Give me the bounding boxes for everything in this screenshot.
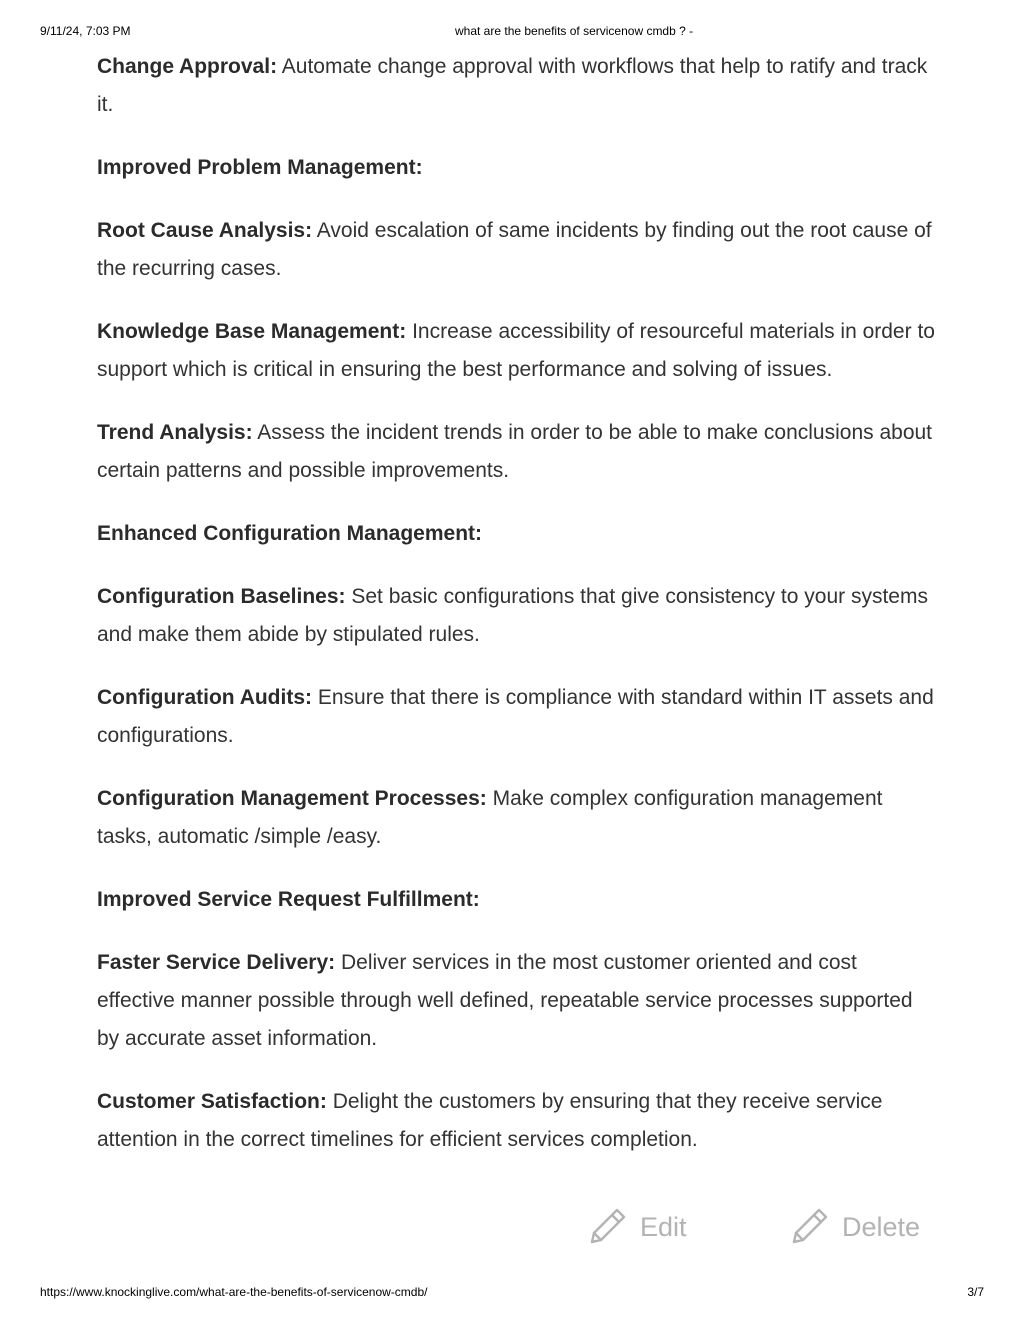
paragraph-term: Configuration Audits: [97,686,313,709]
paragraph-text: Assess the incident trends in order to be able to make conclusions about certain patterns and possible improvements. [97,421,933,482]
article-paragraph [97,780,937,856]
edit-button[interactable] [584,1202,687,1252]
article-paragraph [97,679,937,755]
article-paragraph [97,48,937,124]
paragraph-term: Knowledge Base Management: [97,320,407,343]
pencil-icon [786,1204,832,1250]
paragraph-term: Configuration Management Processes: [97,787,487,810]
article-actions [0,1202,1024,1258]
section-heading: Improved Problem Management: [97,156,423,179]
paragraph-term: Change Approval: [97,55,278,78]
paragraph-text: Make complex configuration management tasks, automatic /simple /easy. [97,787,883,848]
article-content [97,48,937,1176]
paragraph-term: Root Cause Analysis: [97,219,313,242]
paragraph-text: Automate change approval with workflows that help to ratify and track it. [97,55,928,116]
article-paragraph [97,578,937,654]
paragraph-term: Faster Service Delivery: [97,951,336,974]
section-heading: Improved Service Request Fulfillment: [97,888,480,911]
article-paragraph [97,414,937,490]
print-page-title: what are the benefits of servicenow cmdb ? - [455,24,694,38]
paragraph-text: Set basic configurations that give consistency to your systems and make them abide by stipulated rules. [97,585,928,646]
print-header [40,24,984,42]
paragraph-term: Trend Analysis: [97,421,253,444]
paragraph-term: Customer Satisfaction: [97,1090,327,1113]
paragraph-text: Deliver services in the most customer oriented and cost effective manner possible through well defined, repeatable service processes supported by accurate asset information. [97,951,913,1050]
pencil-icon [584,1204,630,1250]
page-number: 3/7 [967,1285,984,1299]
delete-label: Delete [842,1211,921,1242]
article-paragraph [97,944,937,1058]
paragraph-text: Delight the customers by ensuring that they receive service attention in the correct timelines for efficient services completion. [97,1090,883,1151]
print-url: https://www.knockinglive.com/what-are-the-benefits-of-servicenow-cmdb/ [40,1285,428,1299]
section-heading: Enhanced Configuration Management: [97,522,483,545]
article-paragraph [97,313,937,389]
article-paragraph [97,1083,937,1159]
paragraph-text: Avoid escalation of same incidents by finding out the root cause of the recurring cases. [97,219,932,280]
edit-label: Edit [640,1211,687,1242]
print-footer [40,1285,984,1303]
print-datetime: 9/11/24, 7:03 PM [40,24,131,38]
delete-button[interactable] [786,1202,920,1252]
paragraph-text: Increase accessibility of resourceful materials in order to support which is critical in ensuring the best performance and solving of issues. [97,320,935,381]
paragraph-term: Configuration Baselines: [97,585,346,608]
paragraph-text: Ensure that there is compliance with standard within IT assets and configurations. [97,686,934,747]
article-paragraph [97,212,937,288]
